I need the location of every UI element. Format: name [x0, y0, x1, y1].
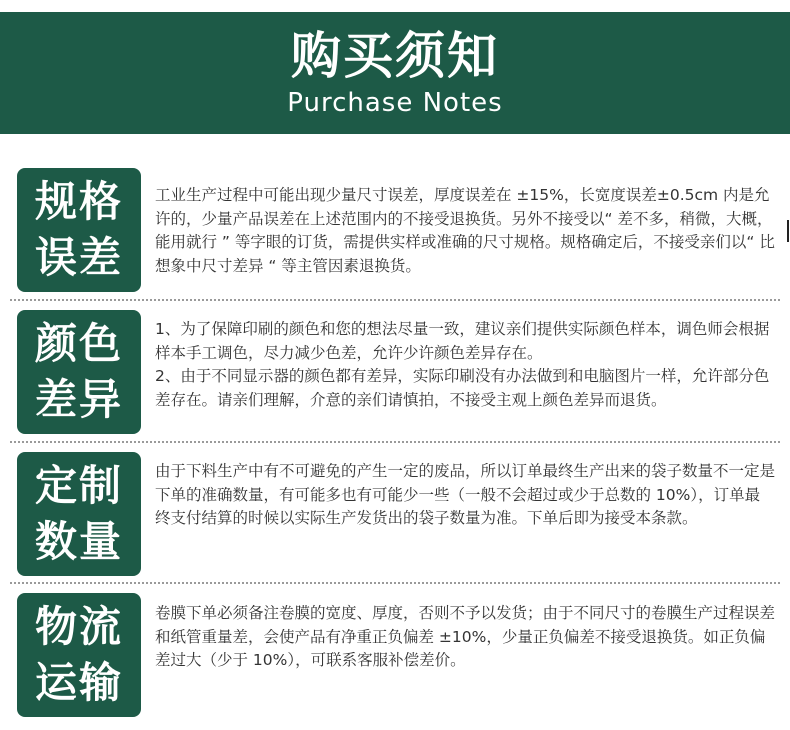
badge-line: 颜色	[34, 319, 123, 368]
badge-line: 差异	[34, 375, 123, 424]
section-badge	[17, 168, 141, 292]
section-text	[155, 318, 775, 412]
badge-line: 数量	[34, 517, 123, 566]
paragraph: 2、由于不同显示器的颜色都有差异，实际印刷没有办法做到和电脑图片一样，允许部分色差存在。请亲们理解，介意的亲们请慎拍，不接受主观上颜色差异而退货。	[155, 367, 770, 409]
badge-line: 误差	[34, 233, 123, 282]
paragraph: 由于下料生产中有不可避免的产生一定的废品，所以订单最终生产出来的袋子数量不一定是下单的准确数量，有可能多也有可能少一些（一般不会超过或少于总数的 10%），订单最终支付结算的时候以实际生产发货出的袋子数量为准。下单后即为接受本条款。	[155, 462, 776, 527]
badge-line: 运输	[34, 658, 123, 707]
badge-line: 定制	[34, 461, 123, 510]
header-banner	[0, 12, 790, 134]
section-text	[155, 184, 775, 278]
section-text	[155, 602, 775, 673]
paragraph: 1、为了保障印刷的颜色和您的想法尽量一致，建议亲们提供实际颜色样本，调色师会根据样本手工调色，尽力减少色差，允许少许颜色差异存在。	[155, 320, 770, 362]
badge-line: 物流	[34, 602, 123, 651]
paragraph: 卷膜下单必须备注卷膜的宽度、厚度，否则不予以发货；由于不同尺寸的卷膜生产过程误差和纸管重量差，会使产品有净重正负偏差 ±10%，少量正负偏差不接受退换货。如正负偏差过大（少于 10%），可联系客服补偿差价。	[155, 604, 776, 669]
paragraph: 工业生产过程中可能出现少量尺寸误差，厚度误差在 ±15%，长宽度误差±0.5cm 内是允许的，少量产品误差在上述范围内的不接受退换货。另外不接受以“ 差不多，稍微，大概，能用就行 ” 等字眼的订货，需提供实样或准确的尺寸规格。规格确定后，不接受亲们以“ 比想象中尺寸差异 “ 等主管因素退换货。	[155, 186, 775, 275]
edge-mark	[787, 220, 789, 242]
section-text	[155, 460, 775, 531]
section-badge	[17, 310, 141, 434]
divider	[10, 582, 780, 584]
badge-line: 规格	[34, 177, 123, 226]
page-title: 购买须知	[291, 27, 499, 85]
section-badge	[17, 593, 141, 717]
divider	[10, 299, 780, 301]
section-badge	[17, 452, 141, 576]
page-subtitle: Purchase Notes	[287, 88, 503, 118]
divider	[10, 441, 780, 443]
